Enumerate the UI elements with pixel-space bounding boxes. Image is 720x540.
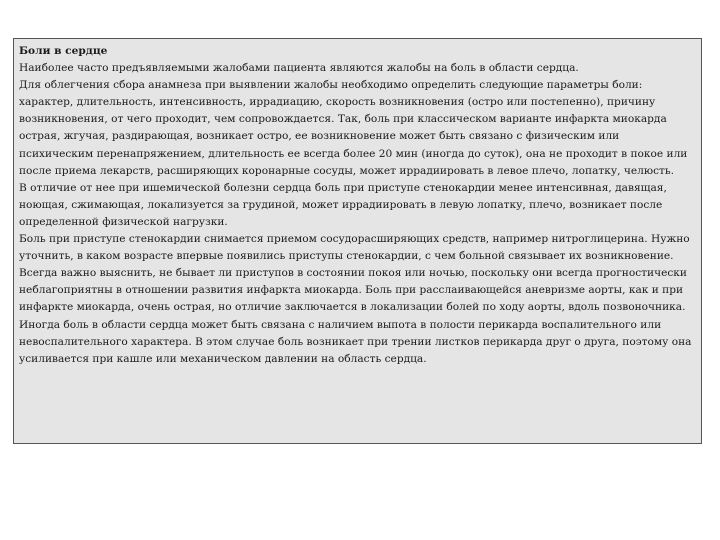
heading-title: Боли в сердце	[19, 45, 108, 57]
paragraph-2: Для облегчения сбора анамнеза при выявлении жалобы необходимо определить следующие параметры боли: характер, длительность, интенсивность, иррадиацию, скорость возникновения (остро или постепенно), причину возникновения, от чего проходит, чем сопровождается. Так, боль при классическом варианте инфаркта миокарда острая, жгучая, раздирающая, возникает остро, ее возникновение может быть связано с физическим или психическим перенапряжением, длительность ее всегда более 20 мин (иногда до суток), она не проходит в покое или после приема лекарств, расширяющих коронарные сосуды, может иррадиировать в левое плечо, лопатку, челюсть.	[19, 79, 688, 177]
text-box	[13, 38, 702, 444]
paragraph-1: Наиболее часто предъявляемыми жалобами пациента являются жалобы на боль в области сердца.	[19, 62, 579, 75]
paragraph-3: В отличие от нее при ишемической болезни сердца боль при приступе стенокардии менее интенсивная, давящая, ноющая, сжимающая, локализуется за грудиной, может иррадиировать в левую лопатку, плечо, возникает после определенной физической нагрузки.	[19, 181, 667, 228]
paragraph-4: Боль при приступе стенокардии снимается приемом сосудорасширяющих средств, например нитроглицерина. Нужно уточнить, в каком возрасте впервые появились приступы стенокардии, с чем больной связывает их возникновение. Всегда важно выяснить, не бывает ли приступов в состоянии покоя или ночью, поскольку они всегда прогностически неблагоприятны в отношении развития инфаркта миокарда. Боль при расслаивающейся аневризме аорты, как и при инфаркте миокарда, очень острая, но отличие заключается в локализации болей по ходу аорты, вдоль позвоночника. Иногда боль в области сердца может быть связана с наличием выпота в полости перикарда воспалительного или невоспалительного характера. В этом случае боль возникает при трении листков перикарда друг о друга, поэтому она усиливается при кашле или механическом давлении на область сердца.	[19, 233, 692, 365]
